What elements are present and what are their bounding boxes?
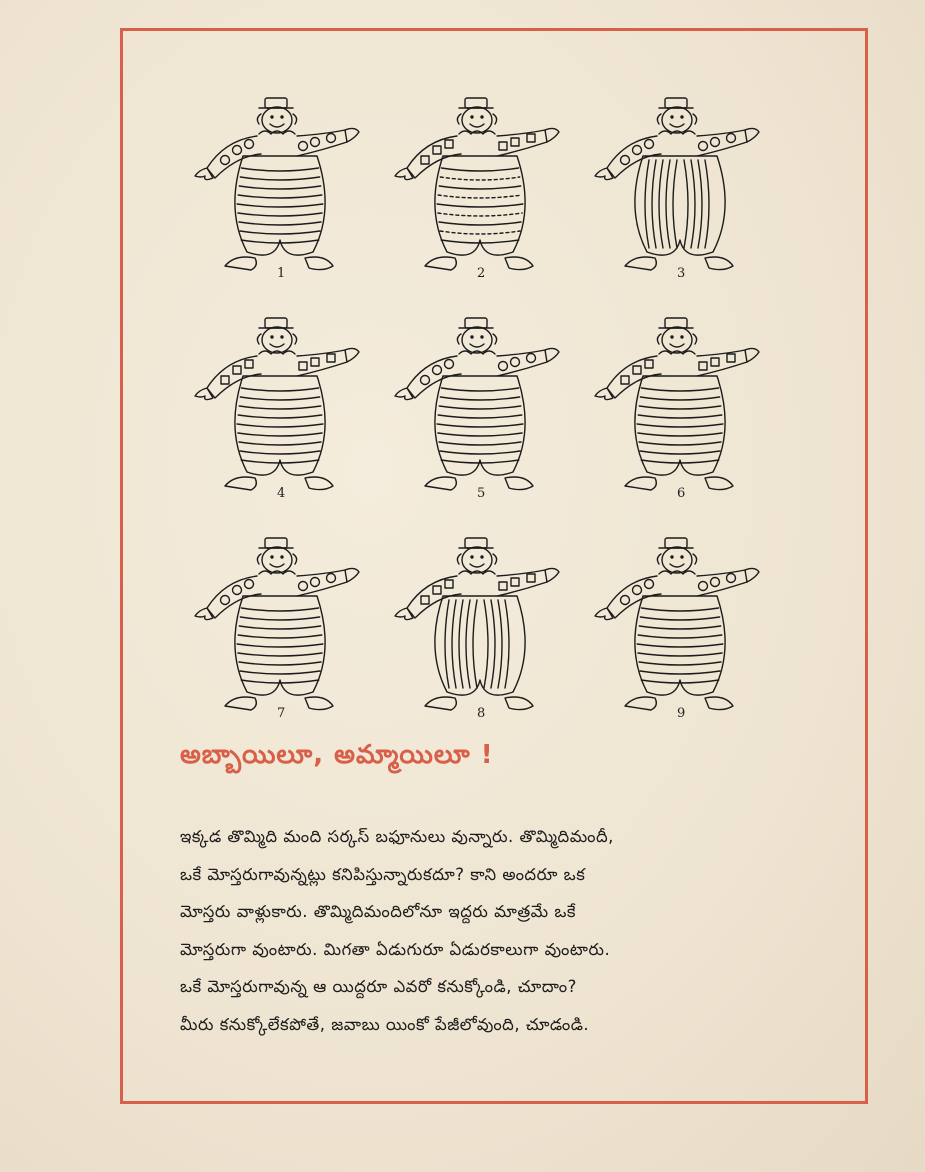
clown-number: 8 (477, 706, 486, 721)
clown-number: 7 (277, 706, 286, 721)
clown-illustration (585, 310, 775, 510)
clown-illustration (185, 310, 375, 510)
clown-number: 2 (477, 266, 486, 281)
headline: అబ్బాయిలూ, అమ్మాయిలూ ! (180, 740, 494, 770)
paragraph-line: ఒకే మోస్తరుగావున్నట్లు కనిపిస్తున్నారుకదూ? కాని అందరూ ఒక (180, 864, 586, 884)
clown-illustration (385, 90, 575, 290)
clown-number: 4 (277, 486, 286, 501)
paragraph-line: ఇక్కడ తొమ్మిది మంది సర్కస్ బఫూనులు వున్నారు. తొమ్మిదిమందీ, (180, 827, 614, 846)
paragraph-line: మీరు కనుక్కోలేకపోతే, జవాబు యింకో పేజీలోవుంది, చూడండి. (180, 1014, 590, 1034)
clown-number: 1 (277, 266, 286, 281)
clown-illustration (385, 310, 575, 510)
paragraph-line: ఒకే మోస్తరుగావున్న ఆ యిద్దరూ ఎవరో కనుక్కోండి, చూదాం? (180, 977, 577, 996)
clown-grid (185, 90, 795, 730)
clown-number: 3 (677, 266, 686, 281)
puzzle-paragraph (180, 818, 820, 1043)
clown-number: 5 (477, 486, 486, 501)
clown-illustration (185, 90, 375, 290)
clown-number: 9 (677, 706, 686, 721)
paragraph-line: మోస్తరు వాళ్లుకారు. తొమ్మిదిమందిలోనూ ఇద్దరు మాత్రమే ఒకే (180, 902, 577, 921)
paragraph-line: మోస్తరుగా వుంటారు. మిగతా ఏడుగురూ ఏడురకాలుగా వుంటారు. (180, 939, 611, 959)
clown-number: 6 (677, 486, 686, 501)
clown-illustration (585, 90, 775, 290)
clown-illustration (185, 530, 375, 730)
clown-illustration (385, 530, 575, 730)
clown-illustration (585, 530, 775, 730)
